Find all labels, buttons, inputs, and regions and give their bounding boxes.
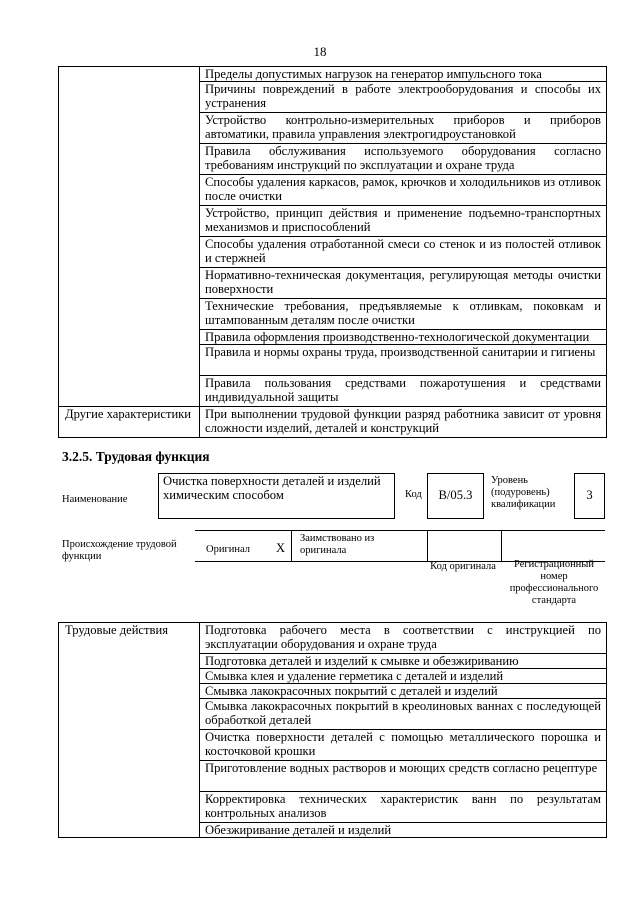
table-row — [59, 407, 607, 438]
registration-number-label: Регистрационный номер профессионального стандарта — [509, 559, 599, 606]
qualification-level-box: 3 — [574, 473, 605, 519]
labor-actions-table — [58, 622, 607, 838]
function-name-box: Очистка поверхности деталей и изделий химическим способом — [158, 473, 395, 519]
page-number: 18 — [313, 44, 327, 59]
divider — [501, 531, 502, 561]
table-cell: Очистка поверхности деталей с помощью металлического порошка и косточковой крошки — [200, 730, 607, 761]
table-cell: Смывка лакокрасочных покрытий в креолиновых ваннах с последующей обработкой деталей — [200, 699, 607, 730]
table-cell: Устройство контрольно-измерительных приборов и приборов автоматики, правила управления электрогидроустановкой — [200, 113, 607, 144]
table-cell: Корректировка технических характеристик ванн по результатам контрольных анализов — [200, 792, 607, 823]
table-cell: Способы удаления каркасов, рамок, крючков и холодильников из отливок после очистки — [200, 175, 607, 206]
name-label: Наименование — [62, 494, 128, 505]
other-characteristics-label: Другие характеристики — [59, 407, 200, 438]
table-cell: Приготовление водных растворов и моющих средств согласно рецептуре — [200, 761, 607, 792]
function-code-box: B/05.3 — [427, 473, 484, 519]
table-cell: Пределы допустимых нагрузок на генератор импульсного тока — [200, 67, 607, 82]
code-label: Код — [405, 489, 422, 500]
table-row — [59, 67, 607, 82]
table-cell: Устройство, принцип действия и применение подъемно-транспортных механизмов и приспособлений — [200, 206, 607, 237]
knowledge-table — [58, 66, 607, 438]
original-mark: Х — [276, 541, 286, 555]
divider — [291, 531, 292, 561]
code-original-label: Код оригинала — [430, 561, 496, 572]
origin-label: Происхождение трудовой функции — [62, 539, 177, 562]
divider — [427, 531, 428, 561]
table-cell: Обезжиривание деталей и изделий — [200, 823, 607, 838]
labor-actions-label: Трудовые действия — [59, 623, 200, 838]
original-label: Оригинал — [206, 544, 250, 555]
qualification-level-label: Уровень (подуровень) квалификации — [491, 475, 556, 510]
table-cell: Смывка лакокрасочных покрытий с деталей и изделий — [200, 684, 607, 699]
table-cell: Подготовка деталей и изделий к смывке и обезжириванию — [200, 654, 607, 669]
table-cell: Правила обслуживания используемого оборудования согласно требованиям инструкций по эксплуатации и охране труда — [200, 144, 607, 175]
table-cell: Смывка клея и удаление герметика с деталей и изделий — [200, 669, 607, 684]
table-cell: Правила и нормы охраны труда, производственной санитарии и гигиены — [200, 345, 607, 376]
table-cell: Технические требования, предъявляемые к отливкам, поковкам и штампованным деталям после очистки — [200, 299, 607, 330]
section-title: 3.2.5. Трудовая функция — [62, 449, 210, 464]
table-cell: Нормативно-техническая документация, регулирующая методы очистки поверхности — [200, 268, 607, 299]
table-row — [59, 623, 607, 654]
table-cell: Способы удаления отработанной смеси со стенок и из полостей отливок и стержней — [200, 237, 607, 268]
table-cell: Правила оформления производственно-технологической документации — [200, 330, 607, 345]
other-characteristics-text: При выполнении трудовой функции разряд работника зависит от уровня сложности изделий, деталей и конструкций — [200, 407, 607, 438]
empty-label-cell — [59, 67, 200, 407]
table-cell: Правила пользования средствами пожаротушения и средствами индивидуальной защиты — [200, 376, 607, 407]
table-cell: Подготовка рабочего места в соответствии с инструкцией по эксплуатации оборудования и охране труда — [200, 623, 607, 654]
borrowed-label: Заимствовано из оригинала — [300, 533, 375, 556]
table-cell: Причины повреждений в работе электрооборудования и способы их устранения — [200, 82, 607, 113]
